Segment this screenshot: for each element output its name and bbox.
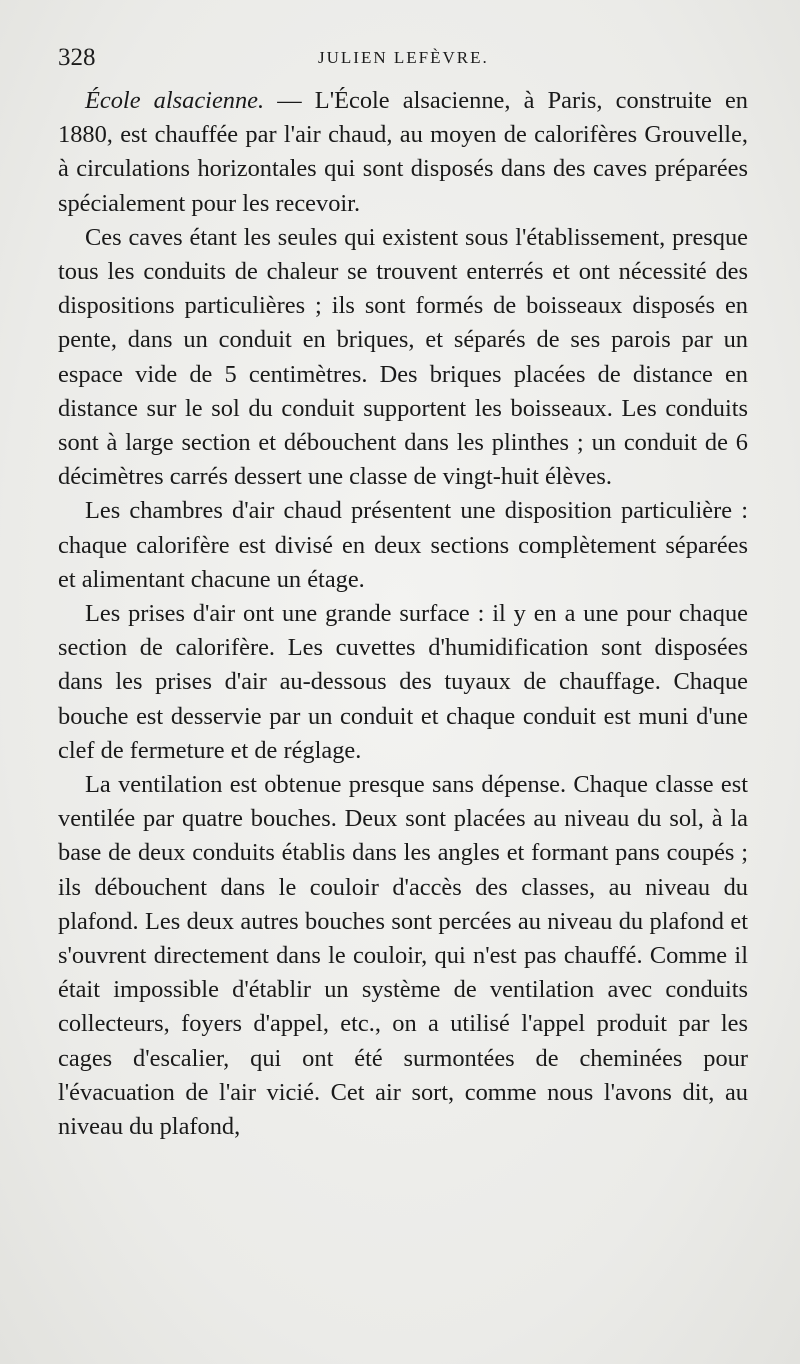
paragraph-2: Ces caves étant les seules qui existent sous l'établissement, presque tous les conduits de chaleur se trouvent enterrés et ont nécessité des dispositions particulières ; ils sont formés de boisseaux disposés en pente, dans un conduit en briques, et séparés de ses parois par un espace vide de 5 centimètres. Des briques placées de distance en distance sur le sol du conduit supportent les boisseaux. Les conduits sont à large section et débouchent dans les plinthes ; un conduit de 6 décimètres carrés dessert une classe de vingt-huit élèves. bbox=[58, 223, 748, 491]
body-text bbox=[58, 84, 748, 1144]
section-title: École alsacienne. bbox=[85, 87, 265, 114]
paragraph-5: La ventilation est obtenue presque sans dépense. Chaque classe est ventilée par quatre bouches. Deux sont placées au niveau du sol, à la base de deux conduits établis dans les angles et formant pans coupés ; ils débouchent dans le couloir d'accès des classes, au niveau du plafond. Les deux autres bouches sont percées au niveau du plafond et s'ouvrent directement dans le couloir, qui n'est pas chauffé. Comme il était impossible d'établir un système de ventilation avec conduits collecteurs, foyers d'appel, etc., on a utilisé l'appel produit par les cages d'escalier, qui ont été surmontées de cheminées pour l'évacuation de l'air vicié. Cet air sort, comme nous l'avons dit, au niveau du plafond, bbox=[58, 771, 748, 1141]
running-title: JULIEN LEFÈVRE. bbox=[318, 48, 489, 67]
paragraph-3: Les chambres d'air chaud présentent une disposition particulière : chaque calorifère est divisé en deux sections complètement séparées et alimentant chacune un étage. bbox=[58, 497, 748, 593]
paragraph-1 bbox=[58, 84, 748, 221]
page-number: 328 bbox=[58, 44, 96, 71]
paragraph-1-text: — L'École alsacienne, à Paris, construite en 1880, est chauffée par l'air chaud, au moyen de calorifères Grouvelle, à circulations horizontales qui sont disposés dans des caves préparées spécialement pour les recevoir. bbox=[58, 87, 748, 217]
paragraph-4: Les prises d'air ont une grande surface : il y en a une pour chaque section de calorifère. Les cuvettes d'humidification sont disposées dans les prises d'air au-dessous des tuyaux de chauffage. Chaque bouche est desservie par un conduit et chaque conduit est muni d'une clef de fermeture et de réglage. bbox=[58, 600, 748, 764]
page-header bbox=[58, 38, 748, 74]
